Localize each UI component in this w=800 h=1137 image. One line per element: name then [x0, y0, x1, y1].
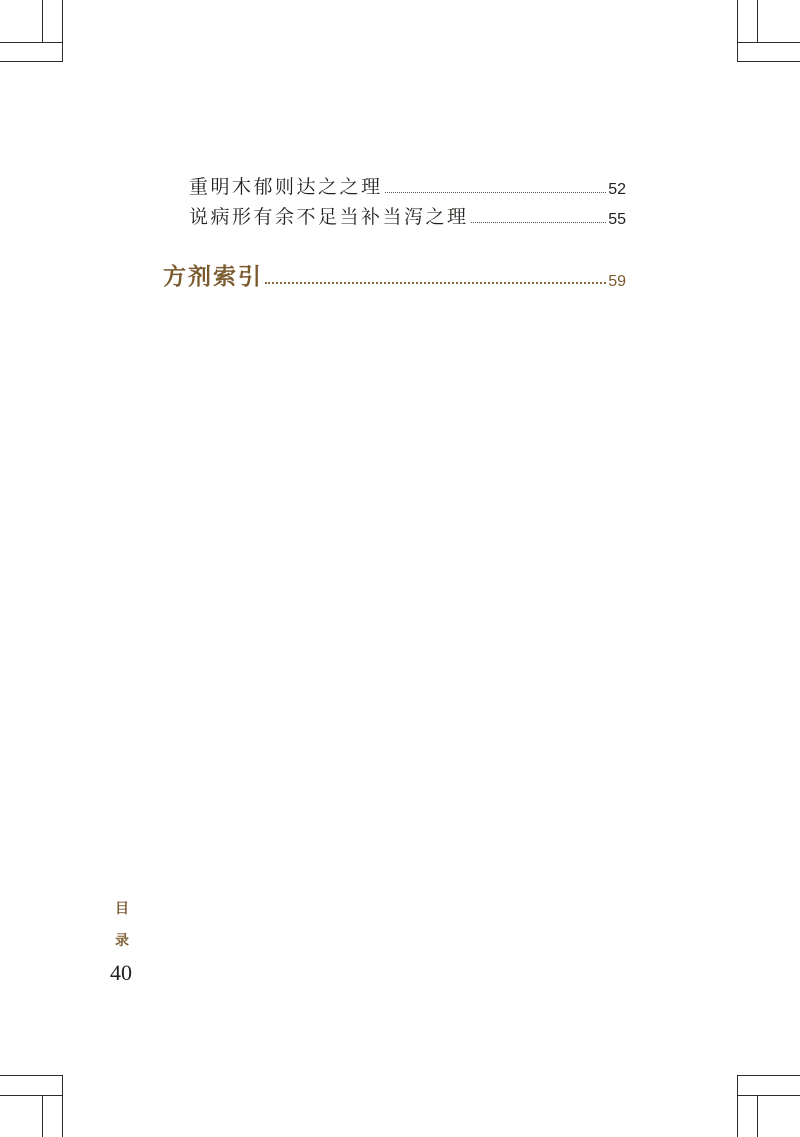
- toc-entry-page: 55: [608, 211, 626, 228]
- toc-entry-page: 52: [608, 181, 626, 198]
- toc-section-entry[interactable]: [163, 258, 626, 291]
- crop-mark-bottom-right-h2: [737, 1095, 800, 1096]
- crop-mark-top-left-h2: [0, 42, 62, 43]
- dot-leader: [265, 282, 606, 284]
- crop-mark-top-right-v2: [757, 0, 758, 42]
- crop-mark-bottom-left-v: [62, 1075, 63, 1137]
- toc-section-page: 59: [608, 273, 626, 290]
- crop-mark-bottom-left-h2: [0, 1095, 62, 1096]
- toc-entry-label: 说病形有余不足当补当泻之理: [189, 206, 469, 228]
- side-label-lu: 录: [115, 933, 129, 949]
- crop-mark-top-right-h: [737, 61, 800, 62]
- crop-mark-top-right-h2: [737, 42, 800, 43]
- toc-entry[interactable]: [189, 202, 626, 229]
- toc-entry-label: 重明木郁则达之之理: [189, 176, 383, 198]
- crop-mark-top-right-v: [737, 0, 738, 62]
- crop-mark-bottom-left-v2: [42, 1095, 43, 1137]
- crop-mark-bottom-right-h: [737, 1075, 800, 1076]
- side-label-mu: 目: [115, 901, 129, 917]
- dot-leader: [471, 222, 607, 223]
- crop-mark-bottom-right-v: [737, 1075, 738, 1137]
- crop-mark-top-left-h: [0, 61, 62, 62]
- crop-mark-top-left-v2: [42, 0, 43, 42]
- page-number: 40: [110, 960, 132, 985]
- dot-leader: [385, 192, 607, 193]
- toc-section-label: 方剂索引: [163, 263, 263, 290]
- crop-mark-top-left-v: [62, 0, 63, 62]
- toc-entry[interactable]: [189, 172, 626, 199]
- crop-mark-bottom-left-h: [0, 1075, 62, 1076]
- crop-mark-bottom-right-v2: [757, 1095, 758, 1137]
